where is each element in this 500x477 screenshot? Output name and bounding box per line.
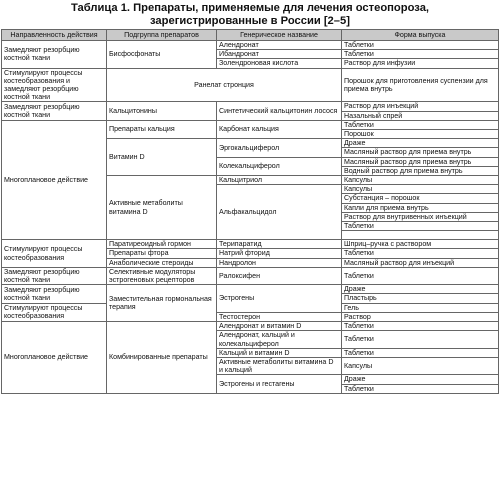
form-cell: Таблетки (342, 50, 499, 59)
generic-cell: Ибандронат (217, 50, 342, 59)
effect-cell: Замедляют резорбцию костной ткани (2, 41, 107, 69)
table-row (2, 68, 499, 102)
subgroup-cell: Витамин D (107, 139, 217, 176)
effect-cell: Многоплановое действие (2, 322, 107, 394)
form-cell: Драже (342, 285, 499, 294)
generic-cell: Кальцитриол (217, 176, 342, 185)
form-cell: Субстанция – порошок (342, 194, 499, 203)
form-cell: Таблетки (342, 222, 499, 231)
effect-cell: Стимулируют процессы костеобразования (2, 240, 107, 268)
form-cell: Раствор (342, 312, 499, 321)
generic-cell: Альфакальцидол (217, 185, 342, 240)
form-cell: Таблетки (342, 267, 499, 284)
generic-cell: Нандролон (217, 258, 342, 267)
form-cell: Таблетки (342, 41, 499, 50)
effect-cell: Замедляют резорбцию костной ткани (2, 102, 107, 120)
subgroup-cell: Активные метаболиты витамина D (107, 176, 217, 240)
form-cell: Таблетки (342, 322, 499, 331)
effect-cell: Стимулируют процессы костеобразования и замедляют резорбцию костной ткани (2, 68, 107, 102)
subgroup-cell: Комбинированные препараты (107, 322, 217, 394)
header-row (2, 30, 499, 41)
generic-cell: Колекальциферол (217, 157, 342, 175)
generic-cell: Терипаратид (217, 240, 342, 249)
generic-cell: Эстрогены (217, 285, 342, 313)
subgroup-cell: Селективные модуляторы эстрогеновых рецепторов (107, 267, 217, 284)
form-cell: Масляный раствор для приема внутрь (342, 148, 499, 157)
generic-cell: Золендроновая кислота (217, 59, 342, 68)
table-row (2, 322, 499, 331)
form-cell (342, 231, 499, 240)
header-effect: Направленность действия (2, 30, 107, 41)
form-cell: Гель (342, 303, 499, 312)
form-cell: Шприц–ручка с раствором (342, 240, 499, 249)
generic-cell: Алендронат и витамин D (217, 322, 342, 331)
table-row (2, 285, 499, 294)
title-line-2: зарегистрированные в России [2–5] (150, 14, 350, 27)
table-row (2, 102, 499, 111)
effect-cell: Замедляют резорбцию костной ткани (2, 267, 107, 284)
form-cell: Таблетки (342, 384, 499, 393)
form-cell: Капсулы (342, 357, 499, 374)
form-cell: Таблетки (342, 249, 499, 258)
header-form: Форма выпуска (342, 30, 499, 41)
form-cell: Раствор для инфузии (342, 59, 499, 68)
table-row (2, 41, 499, 50)
generic-cell: Синтетический кальцитонин лосося (217, 102, 342, 120)
form-cell: Масляный раствор для приема внутрь (342, 157, 499, 166)
form-cell: Назальный спрей (342, 111, 499, 120)
generic-cell: Натрий фторид (217, 249, 342, 258)
subgroup-cell: Заместительная гормональная терапия (107, 285, 217, 322)
generic-cell: Кальций и витамин D (217, 348, 342, 357)
table-row (2, 267, 499, 284)
subgroup-cell: Ранелат стронция (107, 68, 342, 102)
table-row (2, 240, 499, 249)
form-cell: Капсулы (342, 185, 499, 194)
generic-cell: Активные метаболиты витамина D и кальций (217, 357, 342, 374)
subgroup-cell: Кальцитонины (107, 102, 217, 120)
effect-cell: Замедляют резорбцию костной ткани (2, 285, 107, 303)
form-cell: Водный раствор для приема внутрь (342, 166, 499, 175)
generic-cell: Тестостерон (217, 312, 342, 321)
subgroup-cell: Анаболические стероиды (107, 258, 217, 267)
effect-cell: Стимулируют процессы костеобразования (2, 303, 107, 321)
header-subgroup: Подгруппа препаратов (107, 30, 217, 41)
generic-cell: Эстрогены и гестагены (217, 375, 342, 393)
form-cell: Капли для приема внутрь (342, 203, 499, 212)
form-cell: Капсулы (342, 176, 499, 185)
table-title (0, 0, 500, 29)
form-cell: Раствор для инъекций (342, 102, 499, 111)
effect-cell: Многоплановое действие (2, 120, 107, 239)
table-row (2, 120, 499, 129)
form-cell: Таблетки (342, 348, 499, 357)
form-cell: Масляный раствор для инъекций (342, 258, 499, 267)
generic-cell: Карбонат кальция (217, 120, 342, 138)
generic-cell: Алендронат (217, 41, 342, 50)
generic-cell: Ралоксифен (217, 267, 342, 284)
form-cell: Таблетки (342, 120, 499, 129)
form-cell: Драже (342, 375, 499, 384)
form-cell: Драже (342, 139, 499, 148)
subgroup-cell: Препараты кальция (107, 120, 217, 138)
subgroup-cell: Бисфосфонаты (107, 41, 217, 69)
subgroup-cell: Паратиреоидный гормон (107, 240, 217, 249)
form-cell: Порошок (342, 130, 499, 139)
header-generic: Генерическое название (217, 30, 342, 41)
generic-cell: Алендронат, кальций и колекальциферол (217, 331, 342, 348)
osteoporosis-drugs-table (1, 29, 499, 394)
form-cell: Раствор для внутривенных инъекций (342, 212, 499, 221)
generic-cell: Эргокальциферол (217, 139, 342, 157)
form-cell: Порошок для приготовления суспензии для приема внутрь (342, 68, 499, 102)
subgroup-cell: Препараты фтора (107, 249, 217, 258)
title-line-1: Таблица 1. Препараты, применяемые для лечения остеопороза, (70, 2, 430, 14)
form-cell: Пластырь (342, 294, 499, 303)
form-cell: Таблетки (342, 331, 499, 348)
